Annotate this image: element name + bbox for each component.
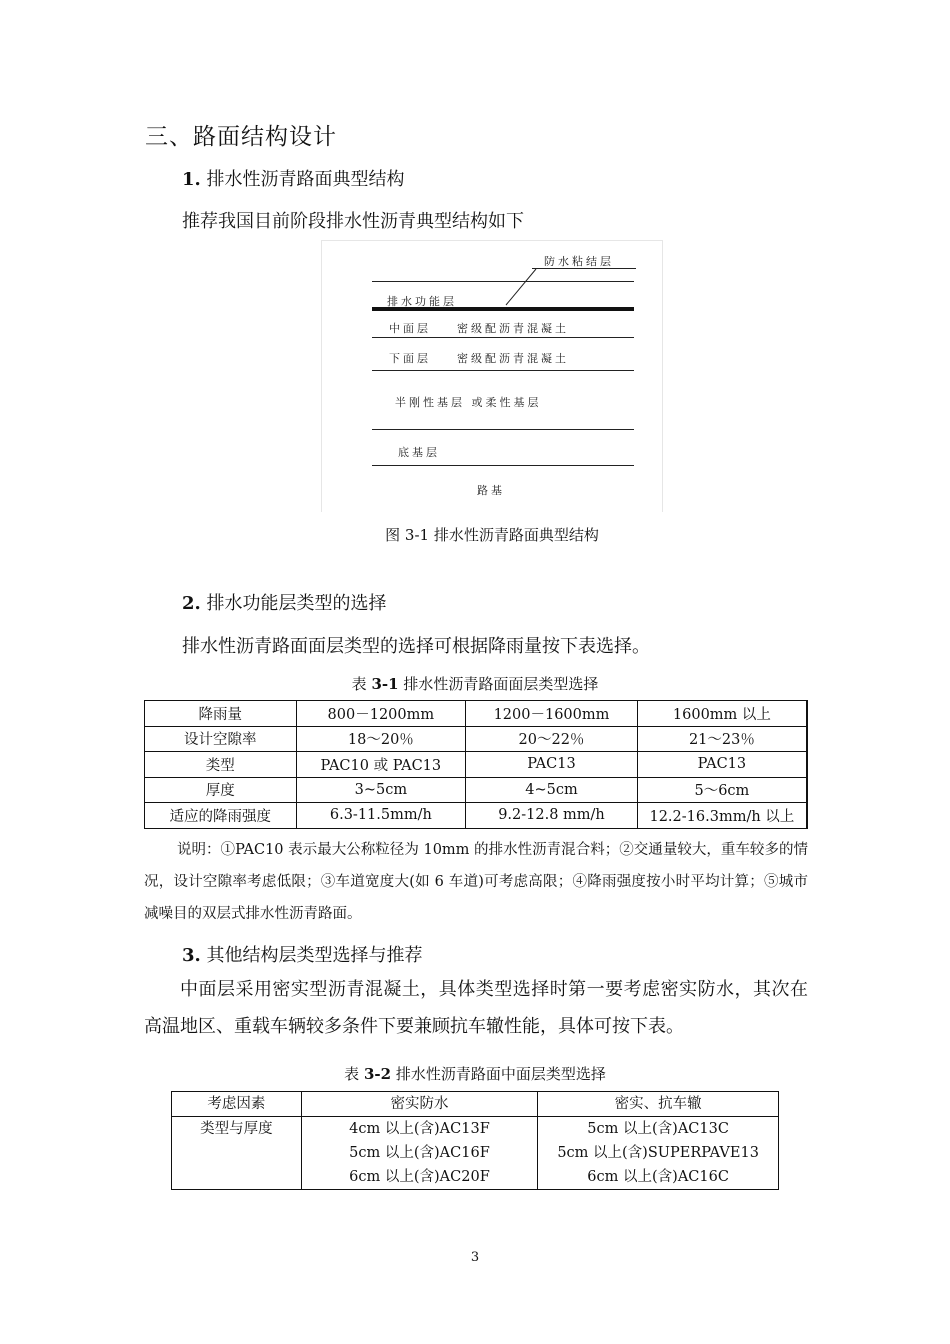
intro-paragraph-2: 排水性沥青路面面层类型的选择可根据降雨量按下表选择。 [182,636,650,657]
page-number: 3 [470,1250,480,1265]
label-underline [532,268,636,269]
layer-line-top [372,281,634,282]
table-1-caption: 表 3-1 排水性沥青路面面层类型选择 [351,675,599,693]
table-row-label: 类型与厚度 [172,1117,302,1190]
table-row-label: 类型 [145,752,297,778]
section-title: 三、路面结构设计 [145,124,337,150]
layer-line-base [372,429,634,430]
heading-1-text: 排水性沥青路面典型结构 [200,169,405,190]
table-cell: 12.2-16.3mm/h 以上 [637,803,807,829]
table-cell-dense: 4cm 以上(含)AC13F 5cm 以上(含)AC16F 6cm 以上(含)AC20F [301,1117,538,1190]
heading-1-number: 1. [182,169,201,190]
label-subbase-layer: 底基层 [398,446,440,459]
table-2-caption: 表 3-2 排水性沥青路面中面层类型选择 [344,1065,606,1083]
label-drainage-layer: 排水功能层 [387,295,457,308]
table-header-cell: 密实、抗车辙 [538,1092,779,1117]
table-row [172,1117,779,1190]
table-row [145,752,808,778]
table-row [145,777,808,803]
label-lower-layer: 下面层 密级配沥青混凝土 [389,352,569,365]
table-cell: PAC10 或 PAC13 [296,752,466,778]
table-cell: 6.3-11.5mm/h [296,803,466,829]
middle-layer-type-table [171,1091,779,1190]
figure-caption: 图 3-1 排水性沥青路面典型结构 [385,526,599,544]
heading-2 [182,589,387,615]
table-cell-rut-resistant: 5cm 以上(含)AC13C 5cm 以上(含)SUPERPAVE13 6cm 以上(含)AC16C [538,1117,779,1190]
heading-3 [182,941,423,967]
intro-paragraph-1: 推荐我国目前阶段排水性沥青典型结构如下 [182,211,524,232]
paragraph-3: 中面层采用密实型沥青混凝土，具体类型选择时第一要考虑密实防水，其次在高温地区、重载车辆较多条件下要兼顾抗车辙性能，具体可按下表。 [144,979,808,1037]
waterproof-bond-line [372,307,634,311]
table-cell: PAC13 [466,752,638,778]
heading-3-text: 其他结构层类型选择与推荐 [200,945,423,966]
leader-line [502,265,542,309]
label-middle-layer: 中面层 密级配沥青混凝土 [389,322,569,335]
table-row-label: 设计空隙率 [145,726,297,752]
table-cell: 20～22％ [466,726,638,752]
table-row-label: 适应的降雨强度 [145,803,297,829]
table-cell: PAC13 [637,752,807,778]
label-waterproof-layer: 防水粘结层 [544,255,614,268]
table-row [145,803,808,829]
table-header-cell: 考虑因素 [172,1092,302,1117]
table-cell: 1200－1600mm [466,701,638,727]
pavement-structure-figure [321,240,663,512]
table-row-label: 厚度 [145,777,297,803]
table-cell: 5～6cm [637,777,807,803]
table-cell: 18～20％ [296,726,466,752]
heading-2-text: 排水功能层类型的选择 [200,593,387,614]
table-cell: 800－1200mm [296,701,466,727]
table-cell: 21～23％ [637,726,807,752]
label-base-layer: 半刚性基层 或柔性基层 [395,396,542,409]
table-cell: 3~5cm [296,777,466,803]
heading-2-number: 2. [182,593,201,614]
layer-line-subbase [372,465,634,466]
rainfall-type-table [144,700,808,829]
label-subgrade: 路基 [477,484,505,497]
table-cell: 4~5cm [466,777,638,803]
table-row [145,726,808,752]
heading-1 [182,165,405,191]
table-cell: 9.2-12.8 mm/h [466,803,638,829]
layer-line-lower [372,370,634,371]
heading-3-number: 3. [182,945,201,966]
table-header-row [172,1092,779,1117]
table-header-cell: 密实防水 [301,1092,538,1117]
layer-line-middle [372,337,634,338]
table-row-label: 降雨量 [145,701,297,727]
table-cell: 1600mm 以上 [637,701,807,727]
table-1-note: 说明：①PAC10 表示最大公称粒径为 10mm 的排水性沥青混合料；②交通量较大，重车较多的情况，设计空隙率考虑低限；③车道宽度大(如 6 车道)可考虑高限；④降雨强度按小时平均计算；⑤城市减噪目的双层式排水性沥青路面。 [144,842,808,922]
table-row [145,701,808,727]
